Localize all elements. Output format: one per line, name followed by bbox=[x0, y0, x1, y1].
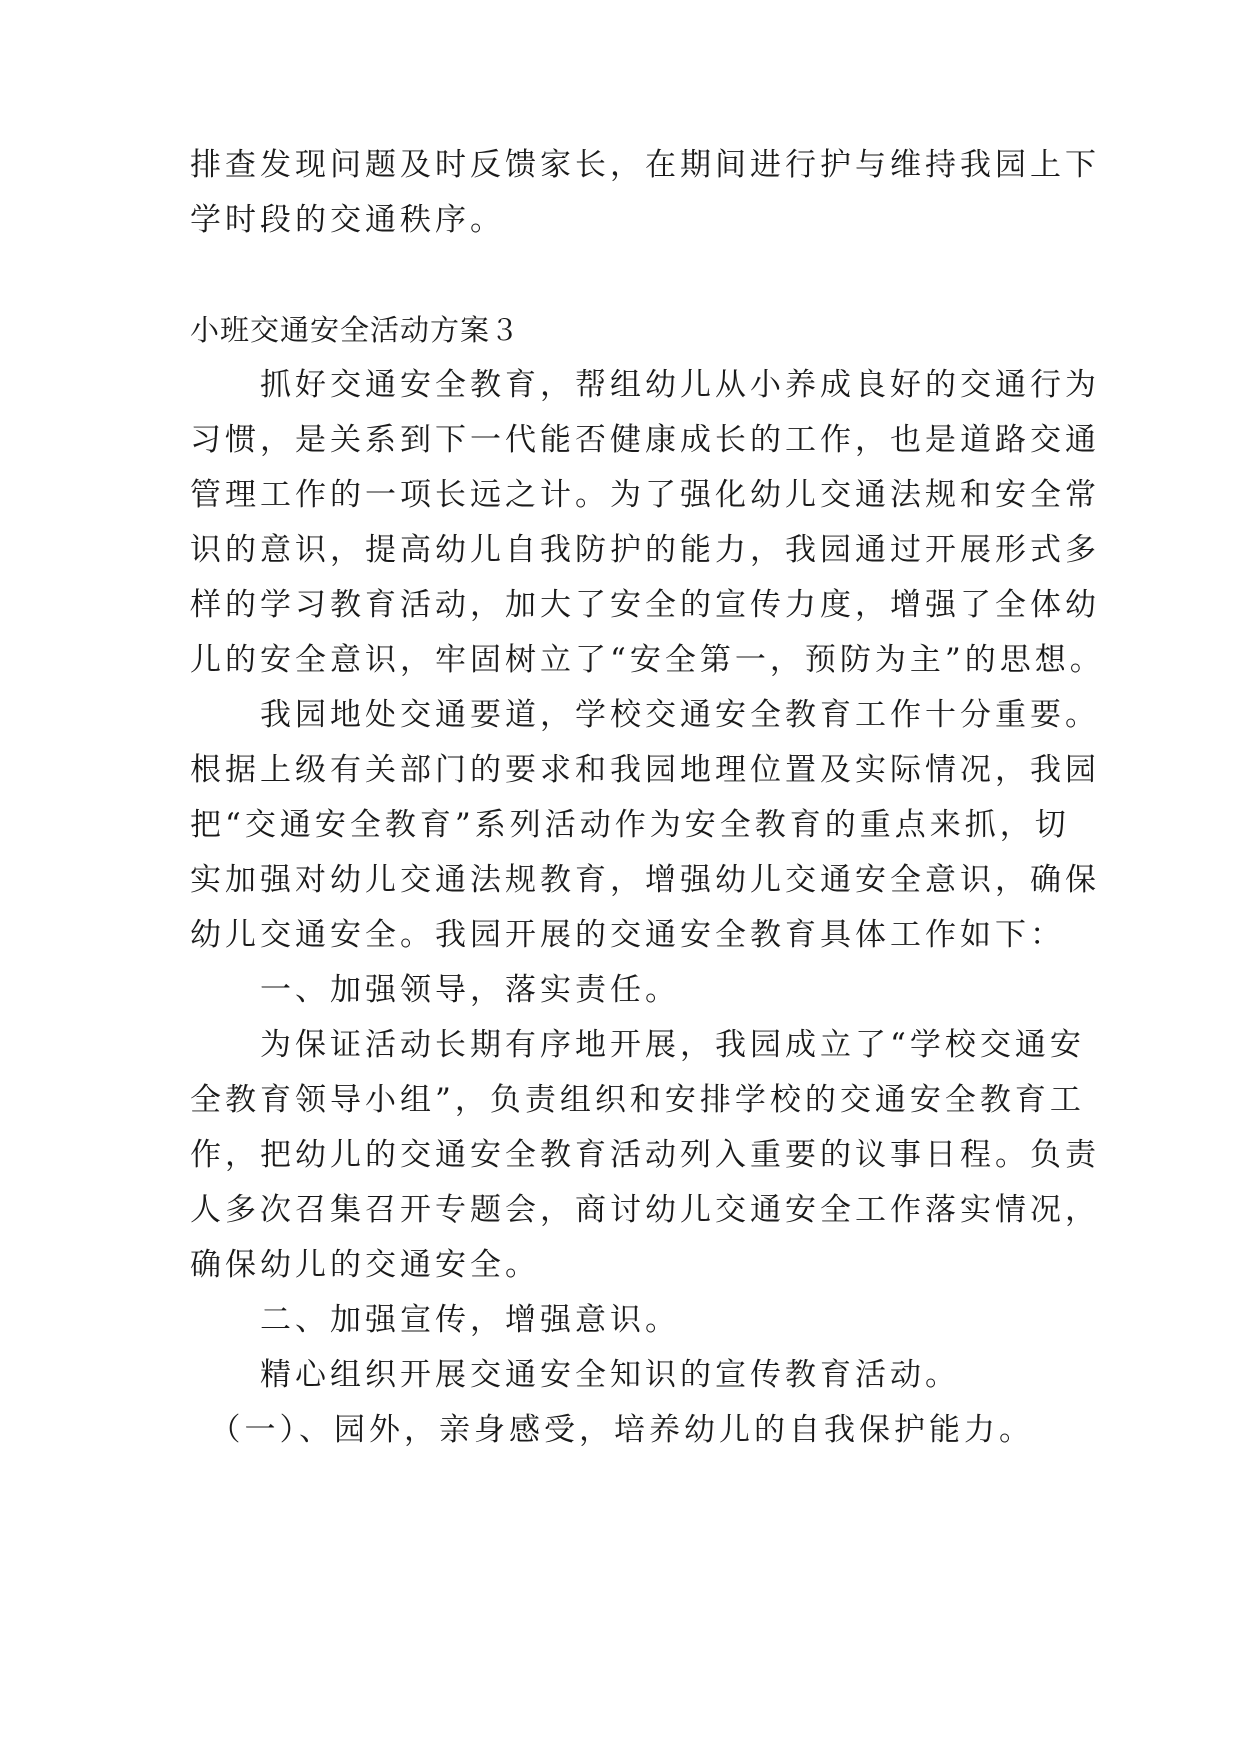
paragraph-line: 把“交通安全教育”系列活动作为安全教育的重点来抓，切 bbox=[190, 807, 1070, 843]
paragraph-line: 管理工作的一项长远之计。为了强化幼儿交通法规和安全常 bbox=[190, 477, 1100, 513]
section-heading: 小班交通安全活动方案３ bbox=[190, 313, 521, 347]
paragraph-line: 样的学习教育活动，加大了安全的宣传力度，增强了全体幼 bbox=[190, 587, 1100, 623]
paragraph-line: 人多次召集召开专题会，商讨幼儿交通安全工作落实情况， bbox=[190, 1192, 1100, 1228]
paragraph-line: 识的意识，提高幼儿自我防护的能力，我园通过开展形式多 bbox=[190, 532, 1100, 568]
subsection-heading: 二、加强宣传，增强意识。 bbox=[190, 1302, 680, 1338]
paragraph-line: 确保幼儿的交通安全。 bbox=[190, 1247, 540, 1283]
paragraph-line: 学时段的交通秩序。 bbox=[190, 202, 505, 238]
paragraph-line: 我园地处交通要道，学校交通安全教育工作十分重要。 bbox=[190, 697, 1100, 733]
paragraph-line: 根据上级有关部门的要求和我园地理位置及实际情况，我园 bbox=[190, 752, 1100, 788]
paragraph-line: 全教育领导小组”，负责组织和安排学校的交通安全教育工 bbox=[190, 1082, 1085, 1118]
paragraph-line: 幼儿交通安全。我园开展的交通安全教育具体工作如下： bbox=[190, 917, 1065, 953]
paragraph-line: 习惯，是关系到下一代能否健康成长的工作，也是道路交通 bbox=[190, 422, 1100, 458]
paragraph-line: 排查发现问题及时反馈家长，在期间进行护与维持我园上下 bbox=[190, 147, 1100, 183]
paragraph-line: 精心组织开展交通安全知识的宣传教育活动。 bbox=[190, 1357, 960, 1393]
paragraph-line: 作，把幼儿的交通安全教育活动列入重要的议事日程。负责 bbox=[190, 1137, 1100, 1173]
paragraph-line: 为保证活动长期有序地开展，我园成立了“学校交通安 bbox=[190, 1027, 1085, 1063]
subsection-heading: 一、加强领导，落实责任。 bbox=[190, 972, 680, 1008]
paragraph-line: （一）、园外，亲身感受，培养幼儿的自我保护能力。 bbox=[190, 1412, 1034, 1448]
paragraph-line: 实加强对幼儿交通法规教育，增强幼儿交通安全意识，确保 bbox=[190, 862, 1100, 898]
paragraph-line: 抓好交通安全教育，帮组幼儿从小养成良好的交通行为 bbox=[190, 367, 1100, 403]
paragraph-line: 儿的安全意识，牢固树立了“安全第一，预防为主”的思想。 bbox=[190, 642, 1105, 678]
